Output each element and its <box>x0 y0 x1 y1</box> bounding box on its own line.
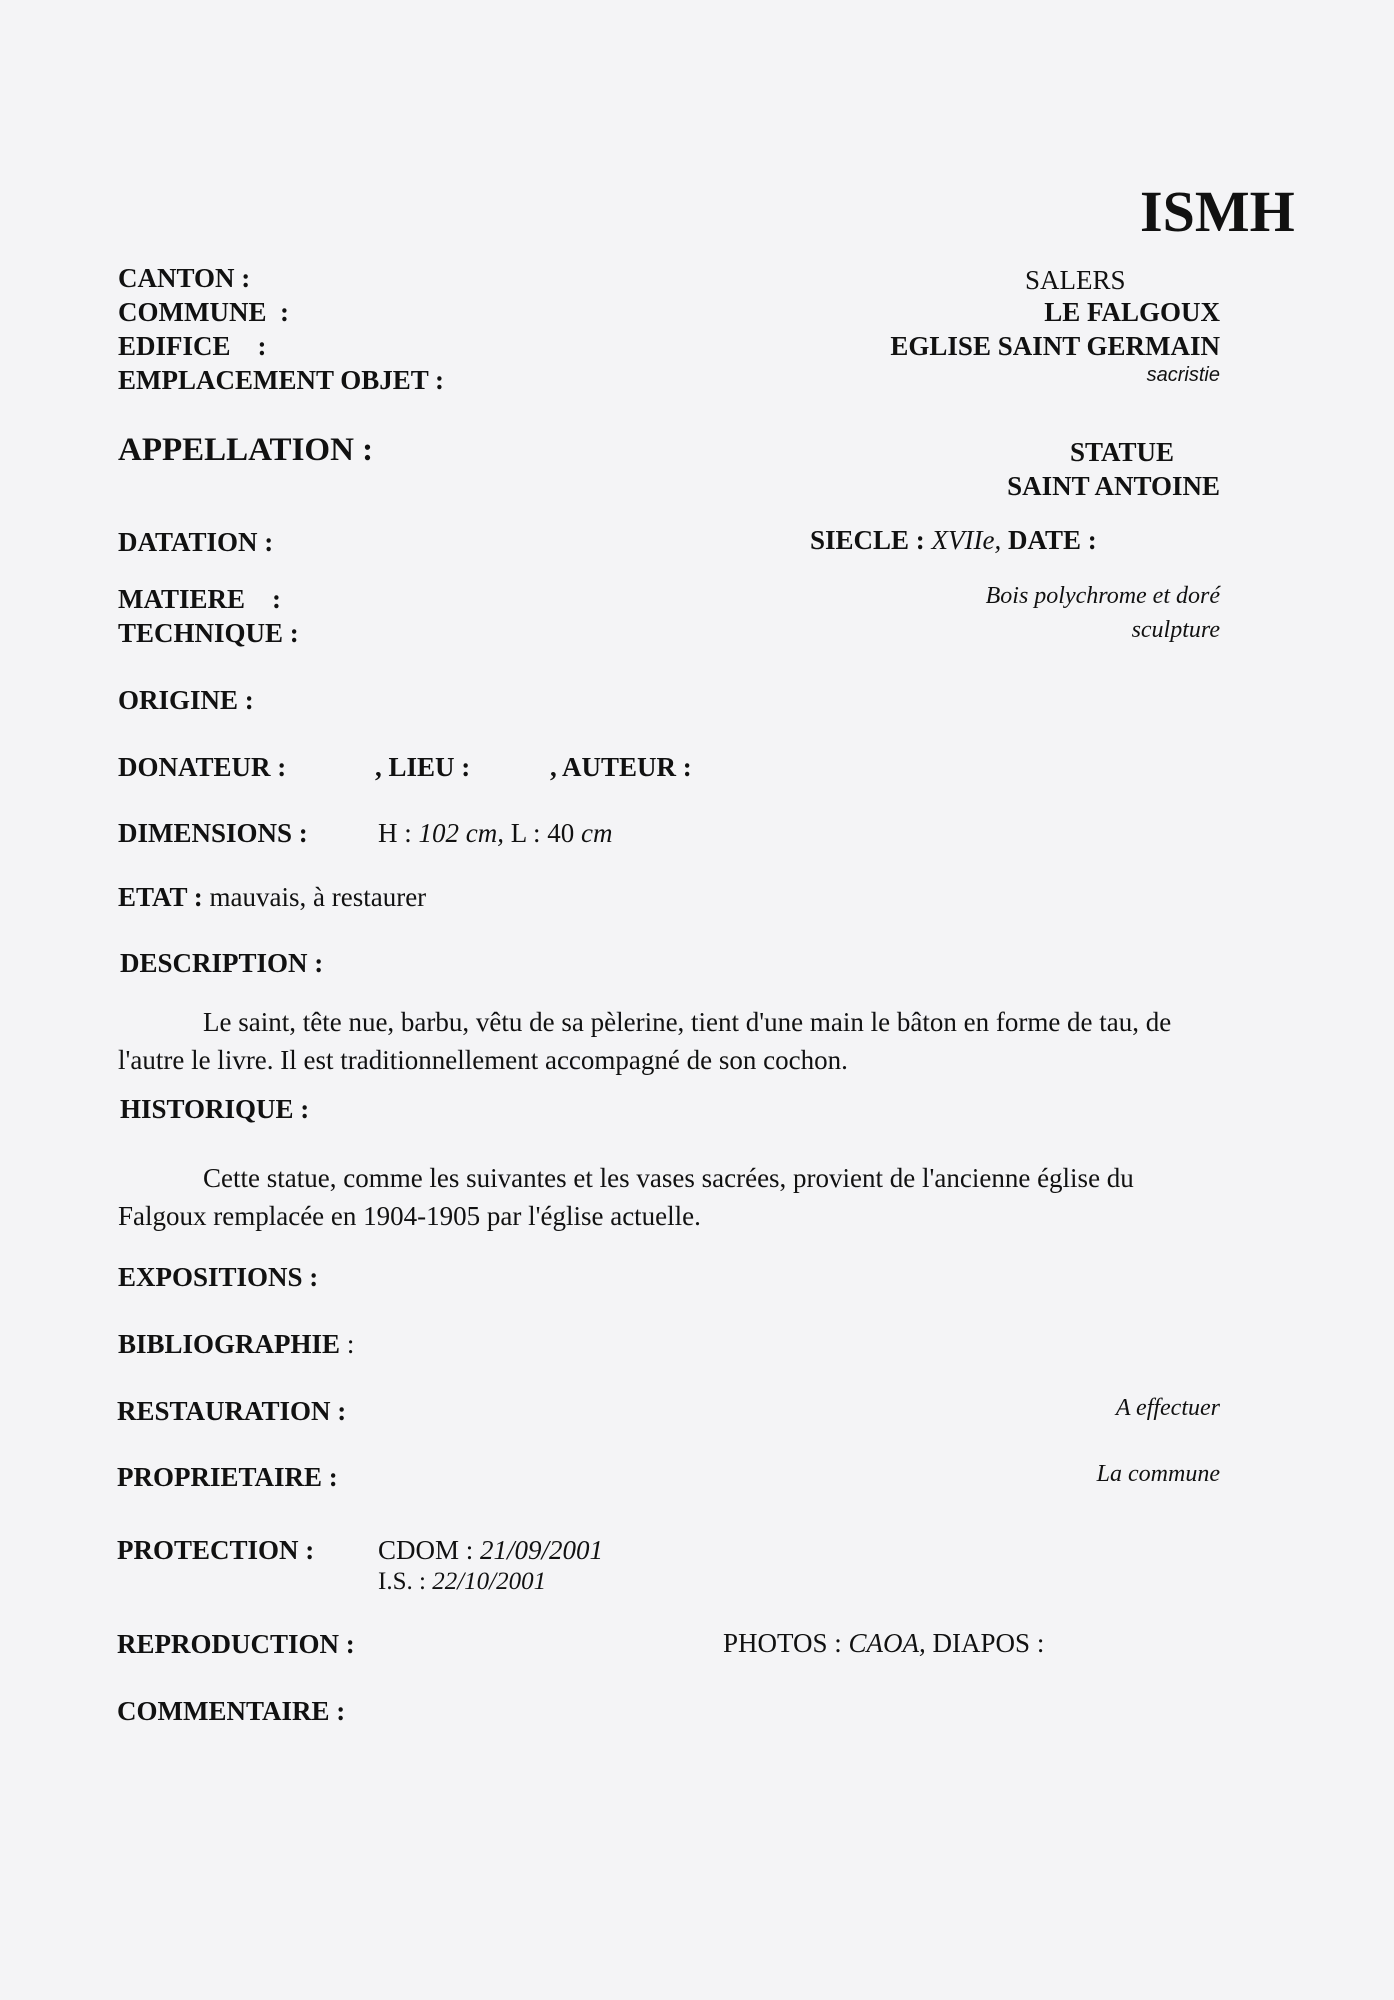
etat-value: mauvais, à restaurer <box>209 882 427 912</box>
proprietaire-label: PROPRIETAIRE : <box>117 1462 338 1492</box>
photos-value: CAOA, <box>848 1628 926 1658</box>
donateur-label: DONATEUR : <box>118 752 287 782</box>
is-date: 22/10/2001 <box>432 1568 547 1595</box>
dimensions-value <box>378 818 612 849</box>
protection-label: PROTECTION : <box>117 1535 315 1565</box>
bibliographie-line <box>118 1329 354 1360</box>
datation-label: DATATION : <box>118 527 274 557</box>
appellation-line2: SAINT ANTOINE <box>1007 471 1220 501</box>
appellation-label: APPELLATION : <box>118 432 374 468</box>
origine-label: ORIGINE : <box>118 685 254 715</box>
photos-label: PHOTOS : <box>723 1628 842 1658</box>
siecle-line <box>810 525 1097 556</box>
height-value: 102 cm, <box>418 818 504 848</box>
emplacement-label: EMPLACEMENT OBJET : <box>118 365 445 395</box>
canton-label: CANTON : <box>118 263 251 293</box>
reproduction-label: REPRODUCTION : <box>117 1629 355 1659</box>
edifice-value: EGLISE SAINT GERMAIN <box>890 331 1220 361</box>
matiere-value: Bois polychrome et doré <box>985 583 1220 609</box>
is-label: I.S. : <box>378 1568 426 1595</box>
historique-text: Cette statue, comme les suivantes et les vases sacrées, provient de l'ancienne église du Falgoux remplacée en 1904-1905 par l'église actuelle. <box>118 1163 1134 1231</box>
cdom-label: CDOM : <box>378 1535 474 1565</box>
photos-line <box>723 1628 1044 1659</box>
length-label: L : 40 <box>510 818 575 848</box>
restauration-label: RESTAURATION : <box>117 1396 347 1426</box>
matiere-label: MATIERE : <box>118 584 282 614</box>
historique-label: HISTORIQUE : <box>120 1094 310 1124</box>
height-label: H : <box>378 818 412 848</box>
technique-label: TECHNIQUE : <box>118 618 299 648</box>
diapos-label: DIAPOS : <box>932 1628 1045 1658</box>
emplacement-value: sacristie <box>1146 364 1220 386</box>
length-unit: cm <box>580 818 613 848</box>
bibliographie-label: BIBLIOGRAPHIE <box>118 1329 341 1359</box>
commentaire-label: COMMENTAIRE : <box>117 1696 346 1726</box>
proprietaire-value: La commune <box>1096 1461 1220 1487</box>
siecle-label: SIECLE : <box>810 525 925 555</box>
page-title: ISMH <box>1140 179 1295 244</box>
description-label: DESCRIPTION : <box>120 948 324 978</box>
commune-label: COMMUNE : <box>118 297 289 327</box>
expositions-label: EXPOSITIONS : <box>118 1262 319 1292</box>
etat-label: ETAT : <box>118 882 203 912</box>
appellation-line1: STATUE <box>1070 437 1175 467</box>
cdom-line <box>378 1535 603 1566</box>
canton-value: SALERS <box>1025 265 1126 295</box>
lieu-label: , LIEU : <box>375 752 471 782</box>
auteur-label: , AUTEUR : <box>550 752 692 782</box>
is-line <box>378 1568 546 1596</box>
restauration-value: A effectuer <box>1115 1395 1220 1421</box>
etat-line <box>118 882 426 913</box>
commune-value: LE FALGOUX <box>1044 297 1220 327</box>
technique-value: sculpture <box>1131 617 1220 643</box>
date-label: DATE : <box>1008 525 1097 555</box>
edifice-label: EDIFICE : <box>118 331 267 361</box>
cdom-date: 21/09/2001 <box>480 1535 604 1565</box>
siecle-value: XVIIe, <box>931 525 1002 555</box>
bibliographie-colon: : <box>340 1329 355 1359</box>
dimensions-label: DIMENSIONS : <box>118 818 308 848</box>
description-text: Le saint, tête nue, barbu, vêtu de sa pèlerine, tient d'une main le bâton en forme de tau, de l'autre le livre. Il est traditionnellement accompagné de son cochon. <box>118 1007 1172 1075</box>
